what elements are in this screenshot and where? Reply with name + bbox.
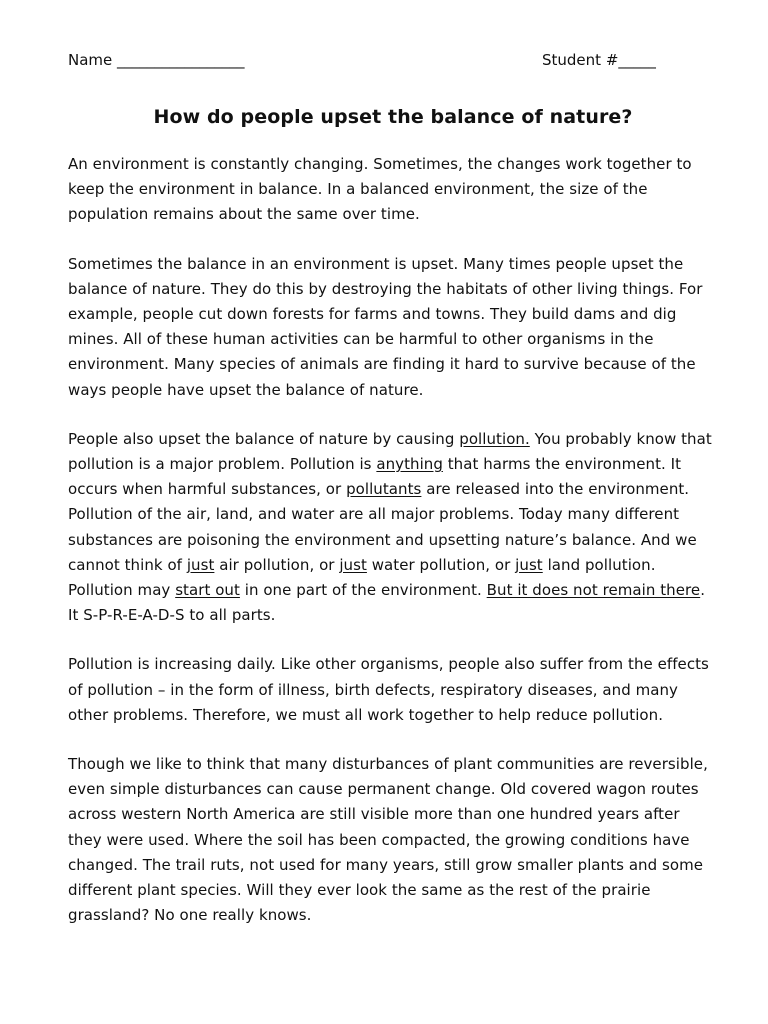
text-segment: People also upset the balance of nature by causing bbox=[68, 429, 460, 448]
text-segment: water pollution, or bbox=[366, 555, 516, 574]
worksheet-title: How do people upset the balance of nature? bbox=[153, 106, 633, 128]
worksheet-header bbox=[68, 48, 718, 72]
worksheet-page bbox=[68, 48, 718, 928]
paragraph-pollution-effects: Pollution is increasing daily. Like other organisms, people also suffer from the effects of pollution – in the form of illness, birth defects, respiratory diseases, and many other problems. Therefore, we must all work together to help reduce pollution. bbox=[68, 655, 709, 724]
text-segment: . It S-P-R-E-A-D-S to all parts. bbox=[68, 581, 706, 625]
underlined-term-start-out: start out bbox=[175, 581, 240, 600]
paragraph-pollution bbox=[68, 427, 718, 629]
underlined-term-just: just bbox=[186, 555, 215, 574]
paragraph-balanced-environment: An environment is constantly changing. Sometimes, the changes work together to keep the environment in balance. In a balanced environment, the size of the population remains about the same over time. bbox=[68, 155, 692, 224]
text-segment: are released into the environment. Pollution of the air, land, and water are all major problems. Today many different substances are poisoning the environment and upsetting nature’s balance. And we cannot think of bbox=[68, 480, 697, 574]
name-field[interactable]: Name _________________ bbox=[68, 51, 245, 69]
underlined-term-just: just bbox=[515, 555, 543, 574]
underlined-term-just: just bbox=[339, 555, 367, 574]
text-segment: You probably know that pollution is a major problem. Pollution is bbox=[68, 429, 712, 474]
text-segment: that harms the environment. It occurs when harmful substances, or bbox=[68, 455, 682, 499]
underlined-term-pollutants: pollutants bbox=[346, 480, 422, 499]
text-segment: air pollution, or bbox=[214, 555, 340, 574]
paragraph-people-upset-balance: Sometimes the balance in an environment is upset. Many times people upset the balance of nature. They do this by destroying the habitats of other living things. For example, people cut down forests for farms and towns. They build dams and dig mines. All of these human activities can be harmful to other organisms in the environment. Many species of animals are finding it hard to survive because of the ways people have upset the balance of nature. bbox=[68, 254, 703, 399]
text-segment: in one part of the environment. bbox=[239, 581, 487, 600]
paragraph-plant-disturbances: Though we like to think that many disturbances of plant communities are reversible, even simple disturbances can cause permanent change. Old covered wagon routes across western North America are still visible more than one hundred years after they were used. Where the soil has been compacted, the growing conditions have changed. The trail ruts, not used for many years, still grow smaller plants and some different plant species. Will they ever look the same as the rest of the prairie grassland? No one really knows. bbox=[68, 755, 708, 925]
underlined-term-anything: anything bbox=[376, 455, 443, 474]
student-number-field[interactable]: Student #_____ bbox=[542, 51, 656, 69]
underlined-phrase-does-not-remain: But it does not remain there bbox=[486, 581, 701, 600]
underlined-term-pollution: pollution. bbox=[459, 429, 530, 448]
text-segment: land pollution. Pollution may bbox=[68, 555, 656, 600]
